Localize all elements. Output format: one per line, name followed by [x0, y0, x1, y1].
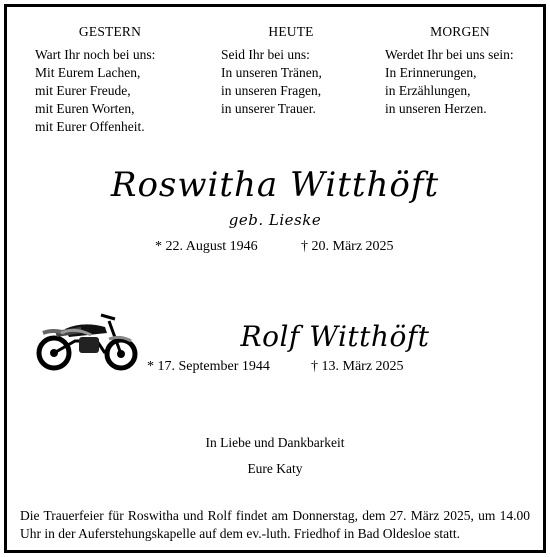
poem-column-today [221, 23, 361, 118]
birth-date-roswitha: * 22. August 1946 [155, 239, 258, 254]
closing-line: In Liebe und Dankbarkeit [205, 435, 345, 450]
poem-column-tomorrow [385, 23, 535, 118]
poem-line: mit Eurer Offenheit. [35, 119, 145, 134]
poem-line: mit Euren Worten, [35, 101, 135, 116]
deceased-name-roswitha: Roswitha Witthöft [110, 165, 440, 205]
poem-line: Seid Ihr bei uns: [221, 47, 310, 62]
poem-line: Mit Eurem Lachen, [35, 65, 141, 80]
funeral-notice: Die Trauerfeier für Roswitha und Rolf findet am Donnerstag, dem 27. März 2025, um 14.00 Uhr in der Auferstehungskapelle auf dem ev.-luth. Friedhof in Bad Oldesloe statt. [20, 508, 530, 541]
poem-column-yesterday [35, 23, 185, 136]
poem-line: Wart Ihr noch bei uns: [35, 47, 156, 62]
poem-heading: HEUTE [268, 24, 314, 39]
poem-line: in unserer Trauer. [221, 101, 316, 116]
poem-line: Werdet Ihr bei uns sein: [385, 47, 514, 62]
death-date-roswitha: † 20. März 2025 [301, 239, 394, 254]
poem-line: In unseren Tränen, [221, 65, 322, 80]
poem-heading: GESTERN [78, 24, 142, 39]
maiden-name: geb. Lieske [228, 211, 322, 229]
poem-line: in unseren Herzen. [385, 101, 487, 116]
poem-heading: MORGEN [430, 24, 490, 39]
poem-line: mit Eurer Freude, [35, 83, 131, 98]
poem-line: in Erzählungen, [385, 83, 471, 98]
poem-line: in unseren Fragen, [221, 83, 322, 98]
deceased-name-rolf: Rolf Witthöft [240, 320, 430, 353]
signature-line: Eure Katy [247, 461, 303, 476]
death-date-rolf: † 13. März 2025 [311, 359, 404, 374]
poem-line: In Erinnerungen, [385, 65, 477, 80]
birth-date-rolf: * 17. September 1944 [147, 359, 270, 374]
obituary-frame [4, 4, 546, 553]
